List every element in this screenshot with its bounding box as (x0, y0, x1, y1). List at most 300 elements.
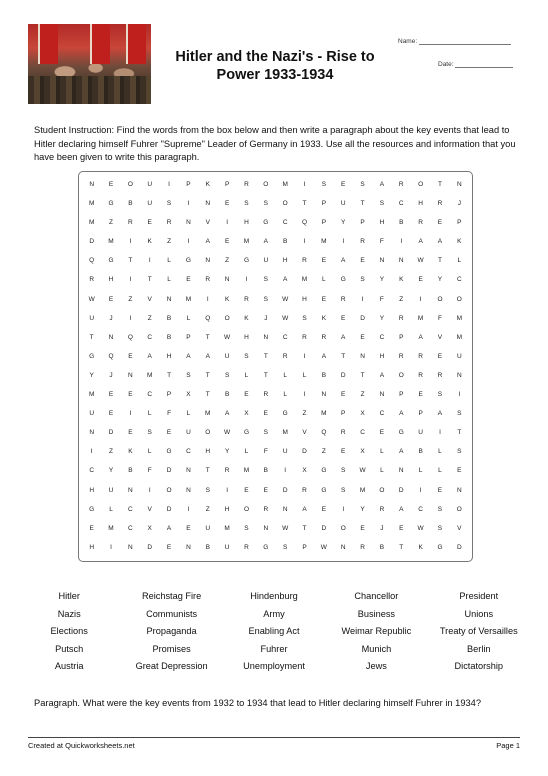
grid-letter[interactable]: V (205, 219, 210, 227)
grid-letter[interactable]: U (89, 410, 95, 418)
grid-letter[interactable]: I (342, 238, 345, 246)
grid-letter[interactable]: N (166, 295, 172, 303)
grid-letter[interactable]: L (167, 276, 171, 284)
grid-letter[interactable]: E (128, 429, 133, 437)
grid-letter[interactable]: D (302, 448, 307, 456)
grid-letter[interactable]: E (321, 257, 327, 265)
grid-letter[interactable]: B (166, 333, 172, 341)
grid-letter[interactable]: W (282, 295, 289, 303)
grid-letter[interactable]: I (400, 238, 403, 246)
grid-letter[interactable]: I (245, 276, 248, 284)
grid-letter[interactable]: H (302, 295, 307, 303)
grid-letter[interactable]: H (108, 276, 114, 284)
grid-letter[interactable]: M (301, 276, 308, 284)
grid-letter[interactable]: P (321, 200, 327, 208)
grid-letter[interactable]: P (224, 181, 230, 188)
grid-letter[interactable]: E (321, 505, 327, 513)
grid-letter[interactable]: A (379, 181, 385, 188)
grid-letter[interactable]: P (360, 219, 365, 227)
grid-letter[interactable]: Z (205, 505, 210, 513)
grid-letter[interactable]: X (147, 524, 152, 532)
grid-letter[interactable]: R (89, 276, 95, 284)
grid-letter[interactable]: D (321, 524, 327, 532)
grid-letter[interactable]: E (321, 295, 327, 303)
grid-letter[interactable]: M (282, 429, 288, 437)
grid-letter[interactable]: W (359, 467, 366, 475)
grid-letter[interactable]: J (380, 524, 384, 532)
grid-letter[interactable]: Y (379, 314, 385, 322)
grid-letter[interactable]: R (302, 333, 307, 341)
grid-letter[interactable]: K (205, 181, 210, 188)
grid-letter[interactable]: L (438, 448, 442, 456)
grid-letter[interactable]: M (88, 219, 95, 227)
grid-letter[interactable]: H (224, 505, 230, 513)
grid-letter[interactable]: U (89, 314, 95, 322)
grid-letter[interactable]: L (302, 371, 307, 379)
grid-letter[interactable]: A (379, 371, 385, 379)
grid-letter[interactable]: I (419, 486, 422, 494)
grid-letter[interactable]: G (89, 352, 95, 360)
grid-letter[interactable]: A (166, 524, 172, 532)
grid-letter[interactable]: O (243, 505, 249, 513)
grid-letter[interactable]: E (224, 200, 230, 208)
grid-letter[interactable]: N (186, 486, 191, 494)
grid-letter[interactable]: M (108, 524, 114, 532)
grid-letter[interactable]: K (457, 238, 462, 246)
grid-letter[interactable]: Y (89, 371, 94, 379)
grid-letter[interactable]: P (302, 543, 307, 551)
grid-letter[interactable]: L (186, 410, 191, 418)
grid-letter[interactable]: N (282, 505, 288, 513)
grid-letter[interactable]: K (224, 295, 230, 303)
grid-letter[interactable]: S (341, 486, 346, 494)
grid-letter[interactable]: E (128, 391, 133, 399)
grid-letter[interactable]: R (224, 467, 230, 475)
grid-letter[interactable]: O (456, 295, 462, 303)
grid-letter[interactable]: E (224, 238, 230, 246)
grid-letter[interactable]: Y (437, 276, 443, 284)
grid-letter[interactable]: O (127, 181, 133, 188)
grid-letter[interactable]: Y (108, 467, 114, 475)
grid-letter[interactable]: R (302, 257, 307, 265)
grid-letter[interactable]: T (263, 352, 268, 360)
grid-letter[interactable]: S (147, 429, 152, 437)
grid-letter[interactable]: S (263, 276, 268, 284)
grid-letter[interactable]: S (263, 295, 268, 303)
grid-letter[interactable]: U (224, 352, 230, 360)
grid-letter[interactable]: Z (128, 295, 133, 303)
grid-letter[interactable]: E (186, 524, 191, 532)
grid-letter[interactable]: A (186, 352, 191, 360)
grid-letter[interactable]: Z (147, 314, 152, 322)
grid-letter[interactable]: U (418, 429, 423, 437)
grid-letter[interactable]: D (89, 238, 95, 246)
grid-letter[interactable]: B (224, 391, 230, 399)
grid-letter[interactable]: H (282, 257, 288, 265)
grid-letter[interactable]: F (379, 295, 384, 303)
grid-letter[interactable]: R (205, 276, 211, 284)
grid-letter[interactable]: L (418, 467, 423, 475)
grid-letter[interactable]: E (418, 276, 423, 284)
grid-letter[interactable]: D (456, 543, 462, 551)
grid-letter[interactable]: W (417, 524, 424, 532)
grid-letter[interactable]: E (108, 295, 114, 303)
grid-letter[interactable]: H (89, 486, 95, 494)
grid-letter[interactable]: F (437, 314, 442, 322)
grid-letter[interactable]: G (263, 543, 269, 551)
grid-letter[interactable]: S (205, 486, 210, 494)
grid-letter[interactable]: M (147, 371, 153, 379)
grid-letter[interactable]: U (224, 543, 230, 551)
grid-letter[interactable]: N (186, 219, 191, 227)
grid-letter[interactable]: R (321, 333, 327, 341)
grid-letter[interactable]: D (282, 486, 288, 494)
grid-letter[interactable]: E (108, 181, 114, 188)
grid-letter[interactable]: Z (302, 410, 307, 418)
grid-letter[interactable]: E (360, 257, 365, 265)
grid-letter[interactable]: G (437, 543, 443, 551)
grid-letter[interactable]: O (263, 181, 269, 188)
grid-letter[interactable]: I (129, 410, 132, 418)
grid-letter[interactable]: O (437, 295, 443, 303)
grid-letter[interactable]: T (341, 352, 346, 360)
grid-letter[interactable]: G (108, 200, 114, 208)
grid-letter[interactable]: A (147, 352, 152, 360)
grid-letter[interactable]: K (321, 314, 327, 322)
grid-letter[interactable]: R (263, 391, 269, 399)
grid-letter[interactable]: I (90, 448, 93, 456)
grid-letter[interactable]: Q (127, 333, 133, 341)
grid-letter[interactable]: M (88, 391, 95, 399)
grid-letter[interactable]: B (205, 543, 210, 551)
grid-letter[interactable]: C (186, 448, 191, 456)
grid-letter[interactable]: R (418, 219, 423, 227)
grid-letter[interactable]: R (379, 505, 385, 513)
grid-letter[interactable]: C (456, 276, 462, 284)
grid-letter[interactable]: W (282, 524, 289, 532)
grid-letter[interactable]: P (321, 219, 327, 227)
grid-letter[interactable]: R (437, 200, 443, 208)
grid-letter[interactable]: A (341, 257, 346, 265)
grid-letter[interactable]: M (88, 200, 95, 208)
grid-letter[interactable]: J (457, 200, 461, 208)
grid-letter[interactable]: C (282, 333, 288, 341)
grid-letter[interactable]: V (147, 295, 152, 303)
grid-letter[interactable]: M (321, 410, 327, 418)
grid-letter[interactable]: Z (225, 257, 230, 265)
grid-letter[interactable]: H (205, 448, 211, 456)
grid-letter[interactable]: F (167, 410, 172, 418)
grid-letter[interactable]: G (282, 410, 288, 418)
grid-letter[interactable]: E (341, 448, 346, 456)
grid-letter[interactable]: P (186, 333, 191, 341)
grid-letter[interactable]: N (398, 257, 404, 265)
grid-letter[interactable]: A (224, 410, 230, 418)
grid-letter[interactable]: I (148, 486, 151, 494)
grid-letter[interactable]: H (379, 219, 385, 227)
grid-letter[interactable]: U (282, 448, 288, 456)
grid-letter[interactable]: O (456, 505, 462, 513)
grid-letter[interactable]: X (302, 467, 307, 475)
grid-letter[interactable]: E (244, 391, 249, 399)
grid-letter[interactable]: L (380, 467, 384, 475)
grid-letter[interactable]: R (418, 352, 423, 360)
grid-letter[interactable]: J (109, 371, 113, 379)
grid-letter[interactable]: E (244, 486, 249, 494)
grid-letter[interactable]: A (263, 238, 268, 246)
grid-letter[interactable]: J (264, 314, 268, 322)
grid-letter[interactable]: S (457, 448, 462, 456)
grid-letter[interactable]: R (340, 429, 346, 437)
grid-letter[interactable]: H (418, 200, 423, 208)
grid-letter[interactable]: C (379, 410, 385, 418)
grid-letter[interactable]: U (456, 352, 462, 360)
grid-letter[interactable]: I (284, 467, 287, 475)
grid-letter[interactable]: G (89, 505, 95, 513)
grid-letter[interactable]: I (303, 352, 306, 360)
grid-letter[interactable]: Q (108, 352, 114, 360)
grid-letter[interactable]: C (147, 391, 153, 399)
grid-letter[interactable]: N (128, 486, 133, 494)
grid-letter[interactable]: T (437, 181, 442, 188)
grid-letter[interactable]: C (379, 333, 385, 341)
grid-letter[interactable]: Z (109, 448, 113, 456)
grid-letter[interactable]: T (263, 371, 268, 379)
grid-letter[interactable]: S (244, 200, 249, 208)
grid-letter[interactable]: A (418, 333, 423, 341)
grid-letter[interactable]: A (437, 238, 443, 246)
grid-letter[interactable]: A (302, 505, 307, 513)
grid-letter[interactable]: N (456, 181, 462, 188)
grid-letter[interactable]: Q (89, 257, 95, 265)
grid-letter[interactable]: O (166, 486, 172, 494)
grid-letter[interactable]: C (418, 505, 423, 513)
grid-letter[interactable]: X (186, 391, 191, 399)
grid-letter[interactable]: Q (205, 314, 211, 322)
grid-letter[interactable]: N (340, 543, 346, 551)
grid-letter[interactable]: M (456, 333, 463, 341)
grid-letter[interactable]: H (89, 543, 95, 551)
grid-letter[interactable]: W (417, 257, 424, 265)
grid-letter[interactable]: F (379, 238, 384, 246)
grid-letter[interactable]: E (128, 352, 133, 360)
grid-letter[interactable]: T (302, 200, 307, 208)
grid-letter[interactable]: B (418, 448, 423, 456)
grid-letter[interactable]: M (321, 238, 327, 246)
grid-letter[interactable]: Q (321, 429, 327, 437)
grid-letter[interactable]: T (205, 467, 210, 475)
grid-letter[interactable]: R (244, 181, 249, 188)
grid-letter[interactable]: I (148, 257, 151, 265)
grid-letter[interactable]: R (340, 295, 346, 303)
grid-letter[interactable]: L (186, 314, 191, 322)
grid-letter[interactable]: K (128, 448, 133, 456)
grid-letter[interactable]: M (282, 181, 288, 188)
grid-letter[interactable]: Q (301, 219, 308, 227)
grid-letter[interactable]: N (456, 486, 462, 494)
grid-letter[interactable]: A (283, 276, 288, 284)
grid-letter[interactable]: L (322, 276, 326, 284)
grid-letter[interactable]: N (205, 200, 211, 208)
grid-letter[interactable]: N (224, 276, 230, 284)
grid-letter[interactable]: L (109, 505, 113, 513)
grid-letter[interactable]: N (205, 257, 211, 265)
grid-letter[interactable]: L (438, 467, 442, 475)
grid-letter[interactable]: A (399, 448, 404, 456)
grid-letter[interactable]: G (185, 257, 191, 265)
grid-letter[interactable]: P (186, 181, 191, 188)
grid-letter[interactable]: G (243, 257, 249, 265)
grid-letter[interactable]: U (147, 181, 153, 188)
grid-letter[interactable]: A (321, 352, 327, 360)
grid-letter[interactable]: K (418, 543, 423, 551)
grid-letter[interactable]: Z (360, 391, 365, 399)
grid-letter[interactable]: O (224, 314, 230, 322)
grid-letter[interactable]: N (321, 391, 327, 399)
grid-letter[interactable]: M (205, 410, 211, 418)
grid-letter[interactable]: C (128, 524, 133, 532)
grid-letter[interactable]: G (263, 219, 269, 227)
grid-letter[interactable]: T (360, 371, 365, 379)
grid-letter[interactable]: R (244, 295, 249, 303)
grid-letter[interactable]: E (108, 410, 114, 418)
grid-letter[interactable]: S (360, 181, 365, 188)
grid-letter[interactable]: S (379, 200, 385, 208)
grid-letter[interactable]: U (186, 429, 191, 437)
grid-letter[interactable]: R (244, 543, 249, 551)
grid-letter[interactable]: U (340, 200, 346, 208)
grid-letter[interactable]: I (419, 295, 422, 303)
grid-letter[interactable]: I (187, 505, 190, 513)
grid-letter[interactable]: A (418, 238, 423, 246)
grid-letter[interactable]: C (147, 333, 153, 341)
grid-letter[interactable]: N (263, 524, 269, 532)
grid-letter[interactable]: D (166, 467, 172, 475)
grid-letter[interactable]: X (244, 410, 249, 418)
grid-letter[interactable]: Z (167, 238, 172, 246)
grid-letter[interactable]: I (458, 391, 461, 399)
grid-letter[interactable]: R (302, 486, 307, 494)
grid-letter[interactable]: S (360, 276, 365, 284)
grid-letter[interactable]: S (437, 524, 443, 532)
grid-letter[interactable]: A (205, 352, 210, 360)
grid-letter[interactable]: V (457, 524, 462, 532)
grid-letter[interactable]: K (147, 238, 152, 246)
grid-letter[interactable]: W (88, 295, 95, 303)
grid-letter[interactable]: E (108, 391, 114, 399)
grid-letter[interactable]: E (341, 314, 346, 322)
grid-letter[interactable]: E (147, 219, 152, 227)
grid-letter[interactable]: Y (224, 448, 230, 456)
grid-letter[interactable]: E (166, 543, 172, 551)
grid-letter[interactable]: E (263, 486, 268, 494)
grid-letter[interactable]: R (398, 314, 404, 322)
grid-letter[interactable]: R (128, 219, 133, 227)
grid-letter[interactable]: N (398, 467, 404, 475)
grid-letter[interactable]: N (360, 352, 365, 360)
grid-letter[interactable]: N (456, 371, 462, 379)
grid-letter[interactable]: K (244, 314, 249, 322)
grid-letter[interactable]: O (340, 524, 346, 532)
grid-letter[interactable]: T (437, 257, 442, 265)
grid-letter[interactable]: M (359, 486, 366, 494)
grid-letter[interactable]: P (341, 410, 346, 418)
grid-letter[interactable]: H (166, 352, 172, 360)
grid-letter[interactable]: T (167, 371, 172, 379)
grid-letter[interactable]: L (147, 410, 152, 418)
grid-letter[interactable]: I (129, 314, 132, 322)
grid-letter[interactable]: E (379, 429, 385, 437)
grid-letter[interactable]: C (89, 467, 95, 475)
grid-letter[interactable]: I (226, 219, 229, 227)
grid-letter[interactable]: S (263, 429, 268, 437)
grid-letter[interactable]: A (399, 410, 404, 418)
grid-letter[interactable]: T (205, 333, 210, 341)
grid-letter[interactable]: S (283, 543, 288, 551)
grid-letter[interactable]: N (128, 543, 133, 551)
grid-letter[interactable]: B (166, 314, 172, 322)
grid-letter[interactable]: F (147, 467, 152, 475)
grid-letter[interactable]: O (205, 429, 211, 437)
grid-letter[interactable]: I (206, 295, 209, 303)
grid-letter[interactable]: I (187, 200, 190, 208)
grid-letter[interactable]: R (166, 219, 172, 227)
grid-letter[interactable]: S (302, 314, 307, 322)
grid-letter[interactable]: L (147, 448, 152, 456)
grid-letter[interactable]: U (108, 486, 114, 494)
grid-letter[interactable]: L (457, 257, 462, 265)
grid-letter[interactable]: G (166, 448, 172, 456)
grid-letter[interactable]: T (302, 524, 307, 532)
grid-letter[interactable]: S (186, 371, 191, 379)
grid-letter[interactable]: H (244, 219, 249, 227)
grid-letter[interactable]: T (205, 371, 210, 379)
grid-letter[interactable]: T (457, 429, 462, 437)
grid-letter[interactable]: N (89, 429, 95, 437)
grid-letter[interactable]: H (379, 352, 385, 360)
grid-letter[interactable]: E (457, 467, 462, 475)
grid-letter[interactable]: S (437, 391, 443, 399)
grid-letter[interactable]: R (418, 371, 423, 379)
grid-letter[interactable]: M (243, 467, 250, 475)
grid-letter[interactable]: M (417, 314, 424, 322)
grid-letter[interactable]: F (263, 448, 268, 456)
grid-letter[interactable]: M (185, 295, 192, 303)
grid-letter[interactable]: I (303, 181, 306, 188)
grid-letter[interactable]: B (379, 543, 385, 551)
grid-letter[interactable]: I (129, 238, 132, 246)
grid-letter[interactable]: R (398, 181, 404, 188)
grid-letter[interactable]: E (418, 391, 423, 399)
grid-letter[interactable]: S (166, 200, 172, 208)
date-field[interactable] (438, 61, 513, 68)
grid-letter[interactable]: E (341, 181, 346, 188)
grid-letter[interactable]: S (437, 505, 443, 513)
grid-letter[interactable]: O (398, 371, 404, 379)
grid-letter[interactable]: S (321, 181, 327, 188)
grid-letter[interactable]: Z (109, 219, 113, 227)
grid-letter[interactable]: N (186, 467, 191, 475)
grid-letter[interactable]: D (398, 486, 404, 494)
grid-letter[interactable]: I (361, 295, 364, 303)
grid-letter[interactable]: G (243, 429, 249, 437)
grid-letter[interactable]: E (360, 333, 365, 341)
grid-letter[interactable]: I (187, 238, 190, 246)
grid-letter[interactable]: T (360, 200, 365, 208)
grid-letter[interactable]: S (224, 371, 230, 379)
grid-letter[interactable]: X (360, 410, 365, 418)
grid-letter[interactable]: D (360, 314, 365, 322)
